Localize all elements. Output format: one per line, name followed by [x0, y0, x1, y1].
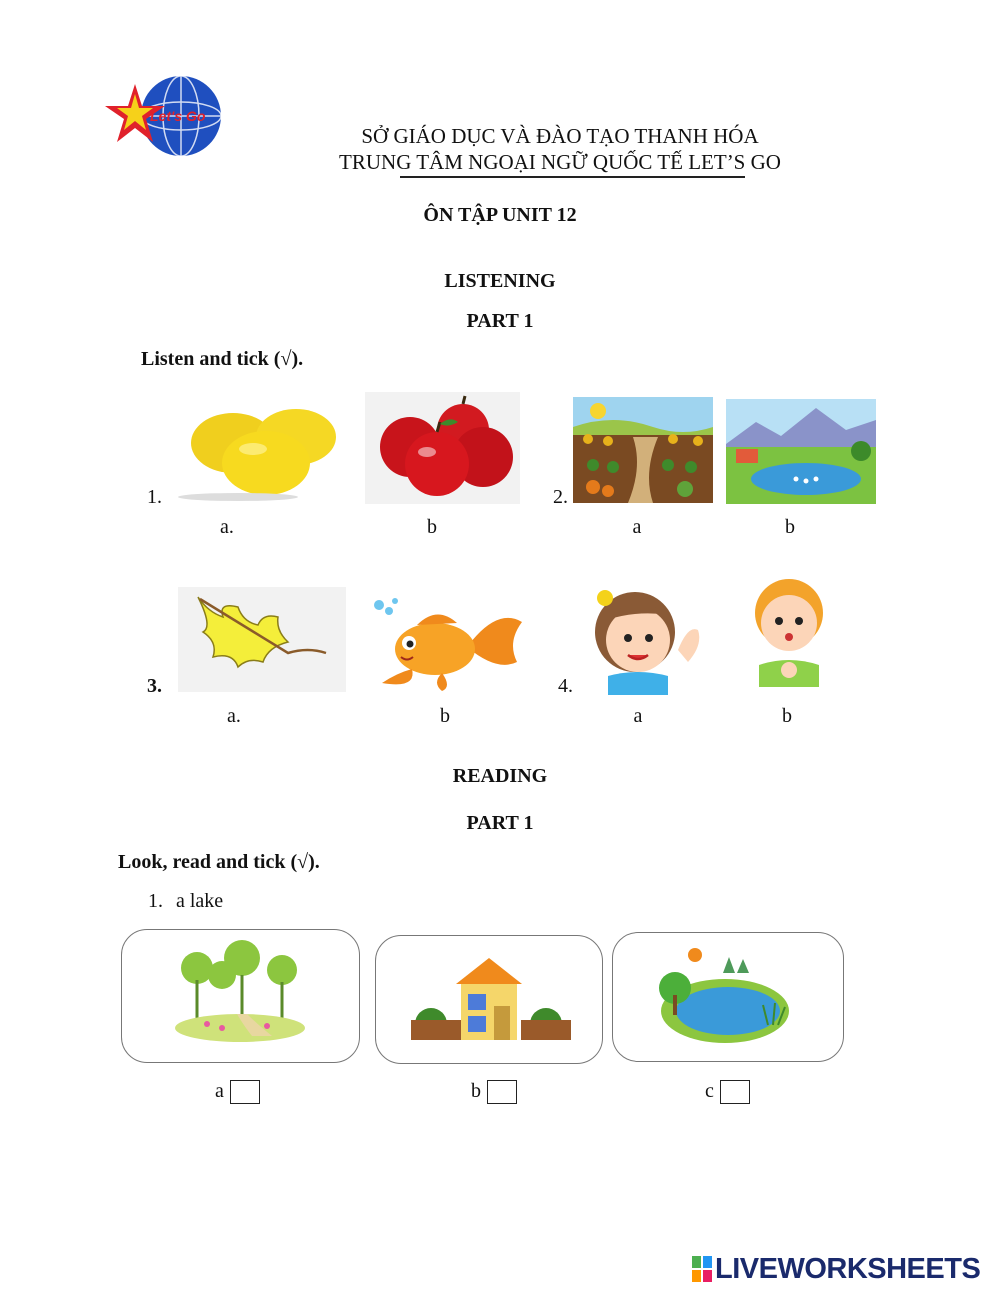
listening-item-1-number: 1. — [147, 486, 162, 508]
listening-item-1-label-a: a. — [220, 516, 234, 538]
listening-part: PART 1 — [466, 310, 534, 332]
listening-item-2-label-a: a — [632, 516, 642, 538]
farm-image — [573, 397, 713, 503]
goldfish-image — [357, 587, 522, 692]
option-c-checkbox[interactable] — [720, 1080, 750, 1104]
liveworksheets-logo-icon — [692, 1256, 712, 1282]
apples-image — [365, 392, 520, 504]
listening-instruction: Listen and tick (√). — [141, 348, 304, 370]
boy-image — [744, 575, 834, 687]
logo-text: Let's Go — [150, 108, 206, 124]
reading-instruction: Look, read and tick (√). — [118, 851, 320, 873]
option-a-checkbox[interactable] — [230, 1080, 260, 1104]
lake-landscape-image — [726, 399, 876, 504]
listening-item-4-label-b: b — [782, 705, 792, 727]
option-card-b — [375, 935, 603, 1064]
listening-item-4-number: 4. — [558, 675, 573, 697]
reading-question-text: a lake — [176, 890, 224, 912]
header-line-1: SỞ GIÁO DỤC VÀ ĐÀO TẠO THANH HÓA — [361, 124, 759, 148]
listening-item-3-number: 3. — [147, 675, 162, 697]
reading-question — [148, 890, 223, 913]
garden-image — [122, 930, 359, 1062]
leaf-image — [178, 587, 346, 692]
reading-part: PART 1 — [466, 812, 534, 834]
page-title: ÔN TẬP UNIT 12 — [423, 204, 577, 226]
option-card-a — [121, 929, 360, 1063]
option-a — [215, 1080, 260, 1104]
reading-question-number: 1. — [148, 890, 163, 912]
listening-item-2-label-b: b — [785, 516, 795, 538]
lake-image — [613, 933, 843, 1061]
listening-item-3-label-a: a. — [227, 705, 241, 727]
header-line-2: TRUNG TÂM NGOẠI NGỮ QUỐC TẾ LET’S GO — [339, 150, 781, 174]
option-c — [705, 1080, 750, 1104]
option-a-label: a — [215, 1080, 224, 1102]
listening-heading: LISTENING — [444, 270, 556, 292]
girl-waving-image — [583, 580, 713, 695]
option-card-c — [612, 932, 844, 1062]
listening-item-3-label-b: b — [440, 705, 450, 727]
header-underline — [400, 176, 745, 178]
option-b — [471, 1080, 517, 1104]
reading-heading: READING — [452, 765, 548, 787]
liveworksheets-brand[interactable]: LIVEWORKSHEETS — [715, 1253, 981, 1285]
house-image — [376, 936, 602, 1063]
listening-item-4-label-a: a — [633, 705, 643, 727]
option-b-checkbox[interactable] — [487, 1080, 517, 1104]
lemons-image — [178, 393, 346, 505]
option-b-label: b — [471, 1080, 481, 1102]
option-c-label: c — [705, 1080, 714, 1102]
listening-item-1-label-b: b — [427, 516, 437, 538]
listening-item-2-number: 2. — [553, 486, 568, 508]
